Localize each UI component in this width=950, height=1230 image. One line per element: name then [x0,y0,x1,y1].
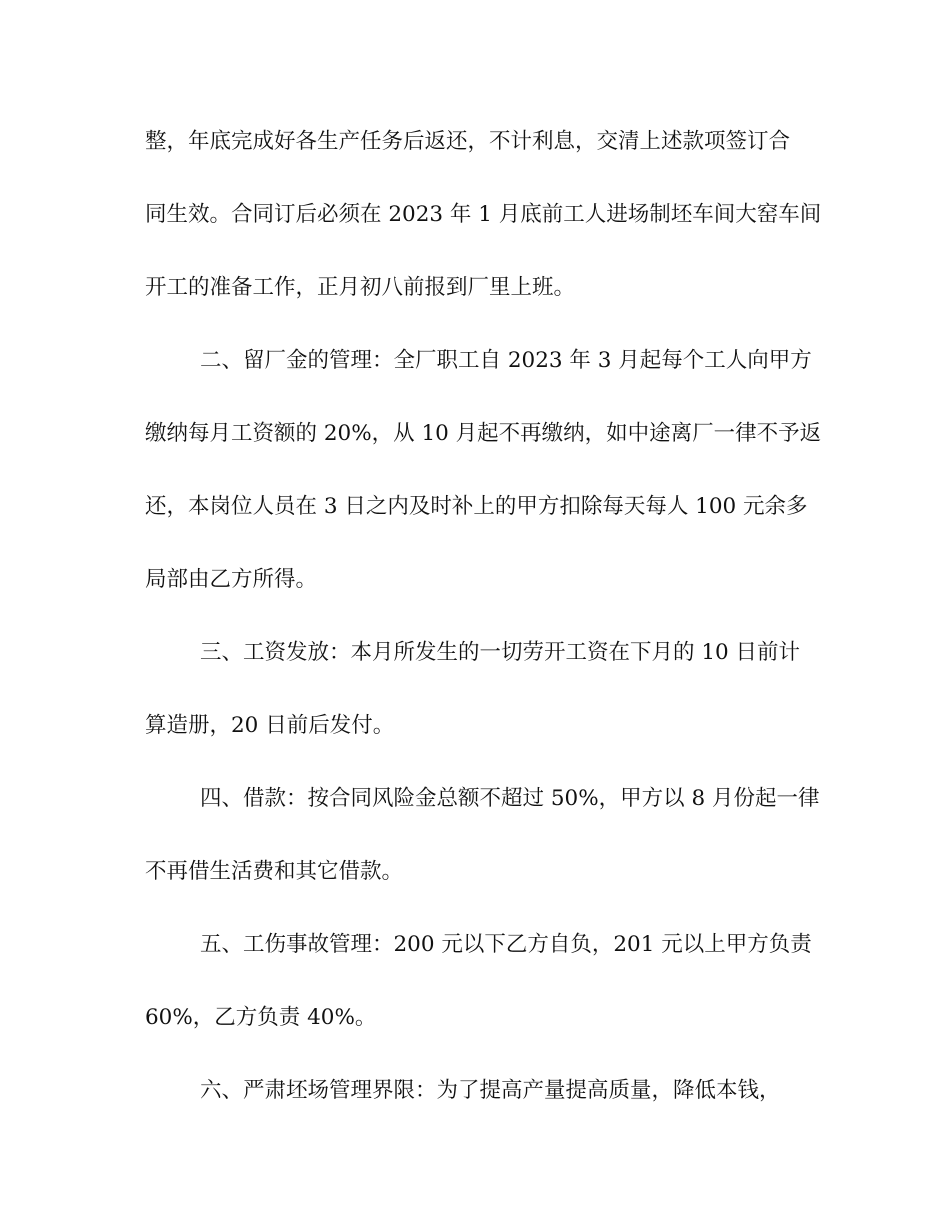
paragraph-line: 算造册，20 日前后发付。 [145,713,395,738]
section-heading-line: 六、严肃坯场管理界限：为了提高产量提高质量，降低本钱， [200,1078,781,1103]
paragraph-line: 不再借生活费和其它借款。 [145,859,404,884]
section-heading-line: 四、借款：按合同风险金总额不超过 50%，甲方以 8 月份起一律 [200,786,820,811]
section-heading-line: 五、工伤事故管理：200 元以下乙方自负，201 元以上甲方负责 [200,932,812,957]
paragraph-line: 局部由乙方所得。 [145,567,318,592]
paragraph-line: 开工的准备工作，正月初八前报到厂里上班。 [145,275,576,300]
paragraph-line: 60%，乙方负责 40%。 [145,1005,377,1030]
section-heading-line: 三、工资发放：本月所发生的一切劳开工资在下月的 10 日前计 [200,640,801,665]
paragraph-line: 同生效。合同订后必须在 2023 年 1 月底前工人进场制坯车间大窑车间 [145,202,822,227]
paragraph-line: 缴纳每月工资额的 20%，从 10 月起不再缴纳，如中途离厂一律不予返 [145,421,822,446]
paragraph-line: 还，本岗位人员在 3 日之内及时补上的甲方扣除每天每人 100 元余多 [145,494,808,519]
paragraph-line: 整，年底完成好各生产任务后返还，不计利息，交清上述款项签订合 [145,129,791,154]
section-heading-line: 二、留厂金的管理：全厂职工自 2023 年 3 月起每个工人向甲方 [200,348,812,373]
